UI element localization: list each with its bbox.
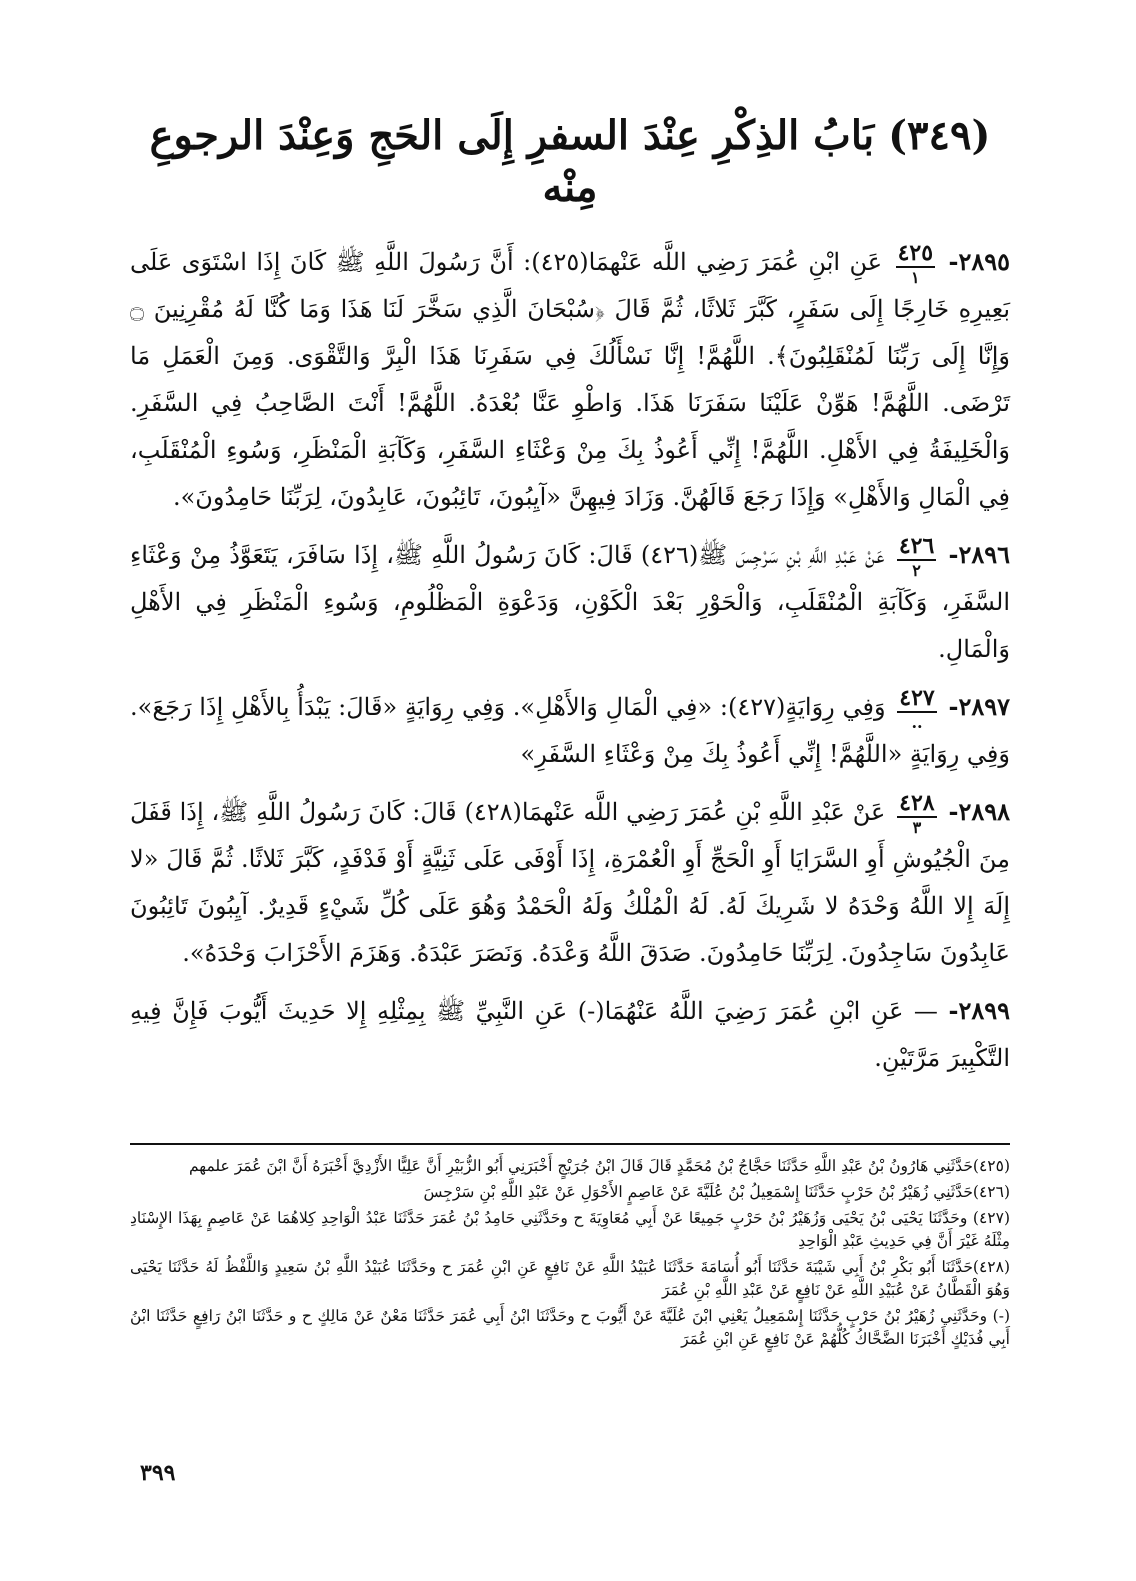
hadith-2895	[130, 238, 1010, 521]
hadith-2897	[130, 683, 1010, 778]
hadith-number: ٢٨٩٥-	[948, 247, 1011, 276]
page-body	[130, 110, 1010, 1092]
hadith-number: ٢٨٩٦-	[948, 540, 1010, 569]
hadith-2898	[130, 788, 1010, 977]
footnote-427: (٤٢٧) وحَدَّثَنَا يَحْيَى بْنُ يَحْيَى وَزُهَيْرُ بْنُ حَرْبٍ جَمِيعًا عَنْ أَبِي مُعَاوِيَةَ ح وحَدَّثَنِي حَامِدُ بْنُ عُمَرَ حَدَّثَنَا عَبْدُ الْوَاحِدِ كِلاهُمَا عَنْ عَاصِمٍ بِهَذَا الإِسْنَادِ مِثْلَهُ غَيْرَ أَنَّ فِي حَدِيثِ عَبْدِ الْوَاحِدِ	[130, 1209, 1010, 1250]
footnotes	[130, 1143, 1010, 1354]
footnote-426: (٤٢٦)حَدَّثَنِي زُهَيْرُ بْنُ حَرْبٍ حَدَّثَنَا إِسْمَعِيلُ بْنُ عُلَيَّةَ عَنْ عَاصِمٍ الأَحْوَلِ عَنْ عَبْدِ اللَّهِ بْنِ سَرْجِسَ	[423, 1183, 1010, 1201]
hadith-text: — عَنِ ابْنِ عُمَرَ رَضِيَ اللَّهُ عَنْهُمَا(-) عَنِ النَّبِيِّ ﷺ بِمِثْلِهِ إِلا حَدِيثَ أَيُّوبَ فَإِنَّ فِيهِ التَّكْبِيرَ مَرَّتَيْنِ.	[130, 997, 1010, 1072]
chapter-title: (٣٤٩) بَابُ الذِكْرِ عِنْدَ السفرِ إِلَى الحَجِ وَعِنْدَ الرجوعِ مِنْه	[149, 112, 991, 211]
hadith-2899	[130, 987, 1010, 1082]
hadith-number: ٢٨٩٨-	[948, 797, 1010, 826]
hadith-text: وَفِي رِوَايَةٍ(٤٢٧): «فِي الْمَالِ وَالأَهْلِ». وَفِي رِوَايَةٍ «قَالَ: يَبْدَأُ بِالأَهْلِ إِذَا رَجَعَ». وَفِي رِوَايَةٍ «اللَّهُمَّ! إِنِّي أَعُوذُ بِكَ مِنْ وَعْثَاءِ السَّفَرِ»	[130, 693, 1010, 768]
hadith-text: عَنْ عَبْدِ اللَّهِ بْنِ عُمَرَ رَضِي اللَّه عَنْهمَا(٤٢٨) قَالَ: كَانَ رَسُولُ اللَّهِ ﷺ، إِذَا قَفَلَ مِنَ الْجُيُوشِ أَوِ السَّرَايَا أَوِ الْحَجِّ أَوِ الْعُمْرَةِ، إِذَا أَوْفَى عَلَى ثَنِيَّةٍ أَوْ فَدْفَدٍ، كَبَّرَ ثَلاثًا. ثُمَّ قَالَ «لا إِلَهَ إِلا اللَّهُ وَحْدَهُ لا شَرِيكَ لَهُ. لَهُ الْمُلْكُ وَلَهُ الْحَمْدُ وَهُوَ عَلَى كُلِّ شَيْءٍ قَدِيرٌ. آيِبُونَ تَائِبُونَ عَابِدُونَ سَاجِدُونَ. لِرَبِّنَا حَامِدُونَ. صَدَقَ اللَّهُ وَعْدَهُ. وَنَصَرَ عَبْدَهُ. وَهَزَمَ الأَحْزَابَ وَحْدَهُ».	[130, 798, 1011, 967]
footnote-dash: (-) وحَدَّثَنِي زُهَيْرُ بْنُ حَرْبٍ حَدَّثَنَا إِسْمَعِيلُ يَعْنِي ابْنَ عُلَيَّةَ عَنْ أَيُّوبَ ح وحَدَّثَنَا ابْنُ أَبِي عُمَرَ حَدَّثَنَا مَعْنٌ عَنْ مَالِكٍ ح و حَدَّثَنَا ابْنُ رَافِعٍ حَدَّثَنَا ابْنُ أَبِي فُدَيْكٍ أَخْبَرَنَا الضَّحَّاكُ كُلُّهُمْ عَنْ نَافِعٍ عَنِ ابْنِ عُمَرَ	[130, 1307, 1010, 1348]
hadith-number: ٢٨٩٩-	[948, 996, 1010, 1025]
reference-bottom: ..	[911, 712, 923, 732]
hadith-reference	[896, 239, 935, 287]
footnote-425: (٤٢٥)حَدَّثَنِي هَارُونُ بْنُ عَبْدِ اللَّهِ حَدَّثَنَا حَجَّاجُ بْنُ مُحَمَّدٍ قَالَ قَالَ ابْنُ جُرَيْجٍ أَخْبَرَنِي أَبُو الزُّبَيْرِ أَنَّ عَلِيًّا الأَزْدِيَّ أَخْبَرَهُ أَنَّ ابْنَ عُمَرَ علمهم	[188, 1157, 1010, 1175]
reference-top: ٤٢٧	[899, 684, 935, 711]
hadith-number: ٢٨٩٧-	[948, 692, 1010, 721]
hadith-2896	[130, 531, 1010, 673]
hadith-reference	[897, 789, 936, 837]
reference-top: ٤٢٦	[898, 532, 935, 559]
reference-top: ٤٢٨	[899, 789, 935, 816]
hadith-text: عَنْ عَبْدِ اللَّهِ بْنِ سَرْجِسَ ﷺ(٤٢٦) قَالَ: كَانَ رَسُولُ اللَّهِ ﷺ، إِذَا سَافَرَ، يَتَعَوَّذُ مِنْ وَعْثَاءِ السَّفَرِ، وَكَآبَةِ الْمُنْقَلَبِ، وَالْحَوْرِ بَعْدَ الْكَوْنِ، وَدَعْوَةِ الْمَظْلُومِ، وَسُوءِ الْمَنْظَرِ فِي الأَهْلِ وَالْمَالِ.	[130, 541, 1010, 663]
reference-bottom: ٣	[912, 817, 922, 837]
footnote-428: (٤٢٨)حَدَّثَنَا أَبُو بَكْرِ بْنُ أَبِي شَيْبَةَ حَدَّثَنَا أَبُو أُسَامَةَ حَدَّثَنَا عُبَيْدُ اللَّهِ عَنْ نَافِعٍ عَنِ ابْنِ عُمَرَ ح وحَدَّثَنَا عُبَيْدُ اللَّهِ بْنُ سَعِيدٍ وَاللَّفْظُ لَهُ حَدَّثَنَا يَحْيَى وَهُوَ الْقَطَّانُ عَنْ عُبَيْدِ اللَّهِ عَنْ نَافِعٍ عَنْ عَبْدِ اللَّهِ بْنِ عُمَرَ	[130, 1258, 1010, 1299]
reference-bottom: ١	[910, 267, 920, 287]
hadith-text: عَنِ ابْنِ عُمَرَ رَضِي اللَّه عَنْهمَا(٤٢٥): أَنَّ رَسُولَ اللَّهِ ﷺ كَانَ إِذَا اسْتَوَى عَلَى بَعِيرِهِ خَارِجًا إِلَى سَفَرٍ، كَبَّرَ ثَلاثًا، ثُمَّ قَالَ ﴿سُبْحَانَ الَّذِي سَخَّرَ لَنَا هَذَا وَمَا كُنَّا لَهُ مُقْرِنِينَ ۝ وَإِنَّا إِلَى رَبِّنَا لَمُنْقَلِبُونَ﴾. اللَّهُمَّ! إِنَّا نَسْأَلُكَ فِي سَفَرِنَا هَذَا الْبِرَّ وَالتَّقْوَى. وَمِنَ الْعَمَلِ مَا تَرْضَى. اللَّهُمَّ! هَوِّنْ عَلَيْنَا سَفَرَنَا هَذَا. وَاطْوِ عَنَّا بُعْدَهُ. اللَّهُمَّ! أَنْتَ الصَّاحِبُ فِي السَّفَرِ. وَالْخَلِيفَةُ فِي الأَهْلِ. اللَّهُمَّ! إِنِّي أَعُوذُ بِكَ مِنْ وَعْثَاءِ السَّفَرِ، وَكَآبَةِ الْمَنْظَرِ، وَسُوءِ الْمُنْقَلَبِ، فِي الْمَالِ وَالأَهْلِ» وَإِذَا رَجَعَ قَالَهُنَّ. وَزَادَ فِيهِنَّ «آيِبُونَ، تَائِبُونَ، عَابِدُونَ، لِرَبِّنَا حَامِدُونَ».	[130, 248, 1010, 511]
reference-bottom: ٢	[912, 560, 921, 580]
hadith-reference	[897, 684, 936, 732]
hadith-reference	[897, 532, 936, 580]
page-number: ٣٩٩	[140, 1460, 176, 1486]
reference-top: ٤٢٥	[897, 239, 934, 266]
